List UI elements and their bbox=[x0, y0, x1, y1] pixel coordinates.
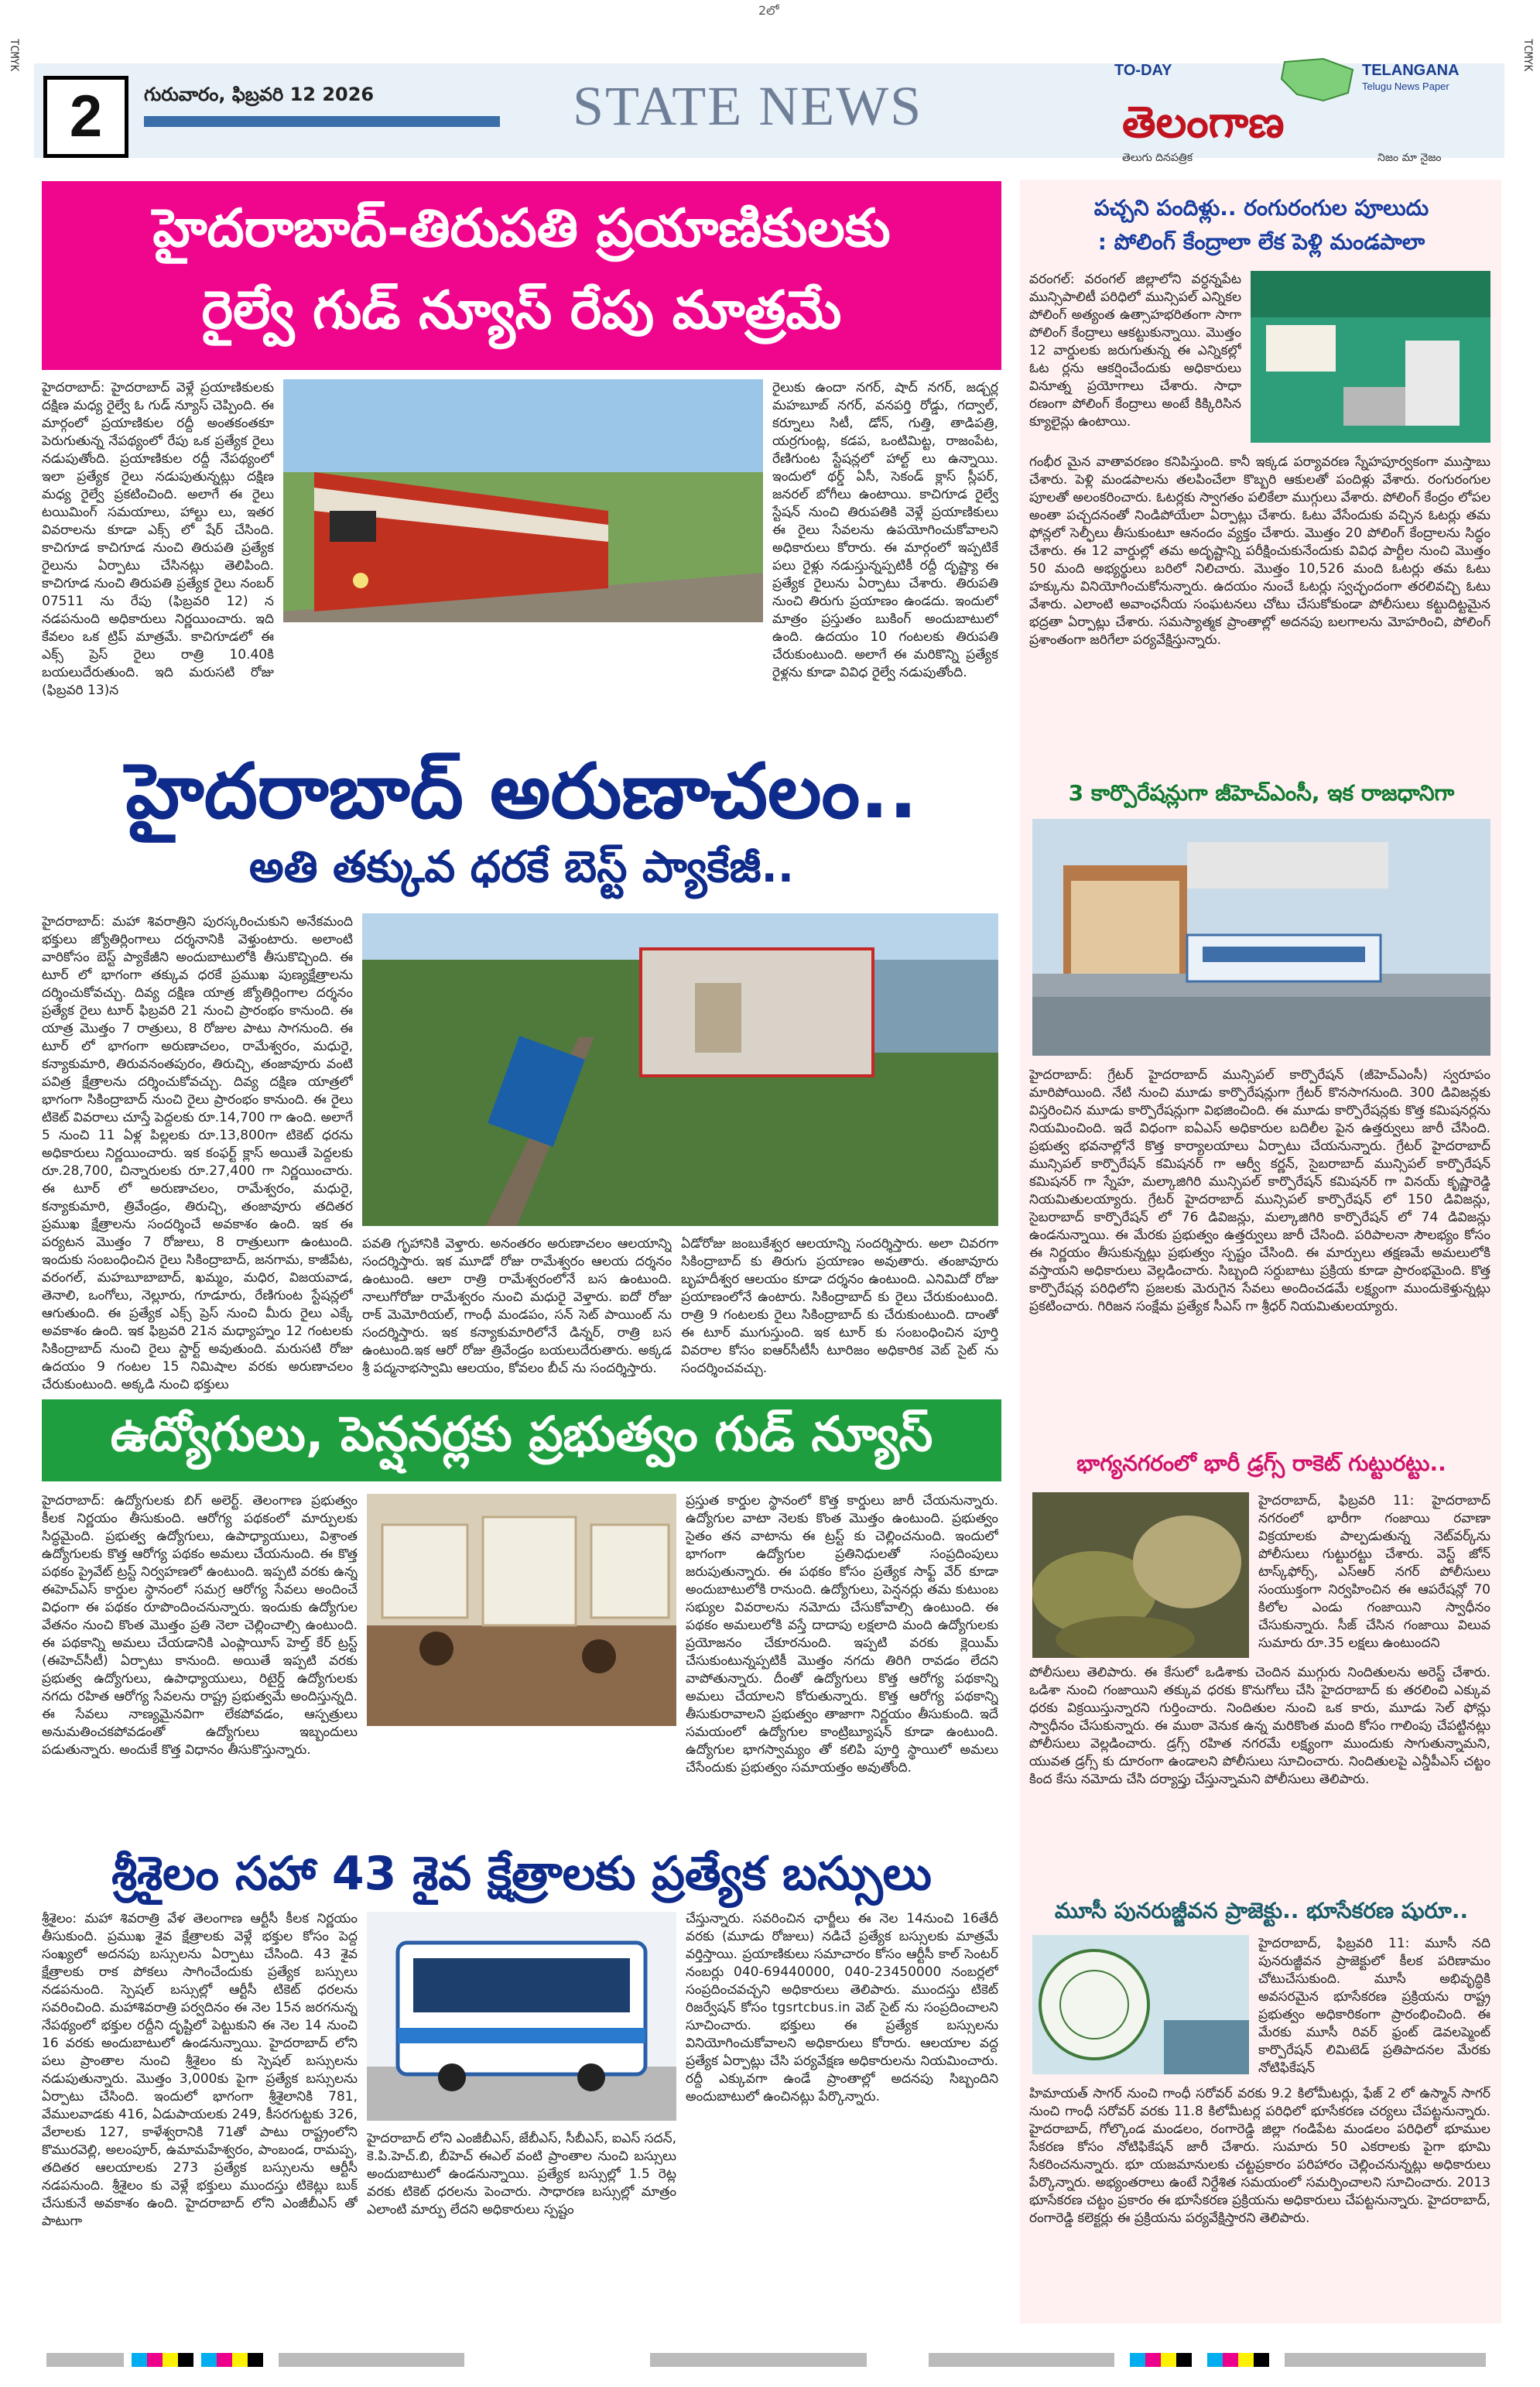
right-story-a-text1: వరంగల్: వరంగల్ జిల్లాలోని వర్ధన్నపేట మున్సిపాలిటీ పరిధిలో మున్సిపల్ ఎన్నికల పోలింగ్ అత్యంత ఉత్సాహభరితంగా సాగా పోలింగ్ కేంద్రాలు ఆకట్టుకున్నాయి. మొత్తం 12 వార్డులకు జరుగుతున్న ఈ ఎన్నికల్లో ఓట ర్లను ఆకర్షించేందుకు అధికారులు వినూత్న ప్రయోగాలు చేశారు. సాధా రణంగా పోలింగ్ కేంద్రాలు అంటే కిక్కిరిసిన క్యూలైన్లు ఉంటాయి. bbox=[1029, 272, 1241, 430]
story2-column3: ఏడోరోజు జంబుకేశ్వర ఆలయాన్ని సందర్శిస్తారు. అలా చివరగా సికింద్రాబాద్ కు తిరుగు ప్రయాణం అవుతారు. తంజావూరు బృహదీశ్వర ఆలయం కూడా దర్శనం ఉంటుంది. ఎనిమిదో రోజు ప్రయాణంలోనే ఉంటారు. సికింద్రాబాద్ కు రైలు చేరుకుంటుంది. రాత్రి 9 గంటలకు రైలు సికింద్రాబాద్ కు చేరుకుంటుంది. దాంతో ఈ టూర్ ముగుస్తుంది. ఇక టూర్ కు సంబంధించిన పూర్తి వివరాల కోసం ఐఆర్‌సీటీసీ టూరిజం అధికారిక వెబ్ సైట్ ను సందర్శించవచ్చు. bbox=[681, 1236, 998, 1376]
right-story-c-text2: పోలీసులు తెలిపారు. ఈ కేసులో ఒడిశాకు చెందిన ముగ్గురు నిందితులను అరెస్ట్ చేశారు. ఒడిశా నుంచి గంజాయిని తక్కువ ధరకు కొనుగోలు చేసి హైదరాబాద్ కు తరలించి ఎక్కువ ధరకు విక్రయిస్తున్నారని గుర్తించారు. నిందితుల నుంచి ఒక కారు, మూడు సెల్ ఫోన్లు స్వాధీనం చేసుకున్నారు. ఈ ముఠా వెనుక ఉన్న మరికొంత మంది కోసం గాలింపు చేపట్టినట్లు పోలీసులు వెల్లడించారు. డ్రగ్స్ రహిత నగరమే లక్ష్యంగా ముందుకు సాగుతున్నామని, యువత డ్రగ్స్ కు దూరంగా ఉండాలని పోలీసులు సూచించారు. నిందితులపై ఎన్డీపీఎస్ చట్టం కింద కేసు నమోదు చేసి దర్యాప్తు చేస్తున్నామని పోలీసులు తెలిపారు. bbox=[1029, 1665, 1490, 1787]
story1-headline-line1: హైదరాబాద్-తిరుపతి ప్రయాణికులకు bbox=[152, 198, 891, 259]
page-top-label: 2లో bbox=[758, 3, 779, 18]
logo-today: TO-DAY bbox=[1114, 62, 1172, 79]
story3-office-photo bbox=[367, 1494, 676, 1726]
right-story-b-headline: 3 కార్పొరేషన్లుగా జీహెచ్ఎంసీ, ఇక రాజధానిగా bbox=[1068, 780, 1455, 806]
date-underline bbox=[144, 116, 500, 127]
story1-column2: రైలుకు ఉందా నగర్, షాద్ నగర్, జడ్చర్ల మహబూబ్ నగర్, వనపర్తి రోడ్డు, గద్వాల్, కర్నూలు సిటీ, డోన్, గుత్తి, తాడిపత్రి, యర్రగుంట్ల, కడప, ఒంటిమిట్ట, రాజంపేట, రేణిగుంట స్టేషన్లలో హాల్ట్ లు ఉన్నాయి. ఇందులో థర్డ్ ఏసీ, సెకండ్ క్లాస్ స్లీపర్, జనరల్ బోగీలు ఉంటాయి. కాచిగూడ రైల్వే స్టేషన్ నుంచి తిరుపతికి వెళ్లే ప్రయాణికులు ఈ రైలు సేవలను ఉపయోగించుకోవాలని అధికారులు కోరారు. ఈ మార్గంలో ఇప్పటికే పలు రైళ్లు నడుస్తున్నప్పటికీ రద్దీ దృష్ట్యా ఈ ప్రత్యేక రైలును ఏర్పాటు చేశారు. తిరుపతి నుంచి తిరుగు ప్రయాణం ఉండదు. ఇందులో మాత్రం ప్రస్తుతం బుకింగ్ అందుబాటులో ఉంది. ఉదయం 10 గంటలకు తిరుపతి చేరుకుంటుంది. అలాగే ఈ మరికొన్ని ప్రత్యేక రైళ్లను కూడా వివిధ రైల్వే నడుపుతోంది. bbox=[772, 380, 998, 680]
logo-name: తెలంగాణ bbox=[1122, 98, 1285, 148]
story1-headline-line2: రైల్వే గుడ్ న్యూస్ రేపు మాత్రమే bbox=[201, 280, 842, 341]
color-bar-right bbox=[929, 2353, 1501, 2367]
story2-arunachalam-photo bbox=[362, 913, 998, 1226]
story2-column2: పవతి గృహానికి వెళ్తారు. అనంతరం అరుణాచలం ఆలయాన్ని సందర్శిస్తారు. ఇక మూడో రోజు రామేశ్వరం ఆలయ దర్శనం ఉంటుంది. ఆలా రాత్రి రామేశ్వరంలోనే బస ఉంటుంది. నాలుగోరోజు రామేశ్వరం నుంచి మధురై వెళ్తారు. ఐదో రోజు రాక్ మెమోరియల్, గాంధీ మండపం, సన్ సెట్ పాయింట్ ను సందర్శిస్తారు. ఇక కన్యాకుమారిలోనే డిన్నర్, రాత్రి బస ఉంటుంది.ఇక ఆరో రోజు త్రివేండ్రం బయలుదేరుతారు. అక్కడ శ్రీ పద్మనాభస్వామి ఆలయం, కోవలం బీచ్ ను సందర్శిస్తారు. bbox=[362, 1236, 672, 1376]
right-story-a-headline2: : పోలింగ్ కేంద్రాలా లేక పెళ్లి మండపాలా bbox=[1097, 229, 1425, 255]
story4-bus-photo bbox=[367, 1912, 676, 2121]
story3-headline: ఉద్యోగులు, పెన్షనర్లకు ప్రభుత్వం గుడ్ న్యూస్ bbox=[110, 1406, 933, 1462]
story2-headline-line2: అతి తక్కువ ధరకే బెస్ట్ ప్యాకేజీ.. bbox=[248, 842, 795, 892]
story4-column1: శ్రీశైలం: మహా శివరాత్రి వేళ తెలంగాణ ఆర్టీసీ కీలక నిర్ణయం తీసుకుంది. ప్రముఖ శైవ క్షేత్రాలకు వెళ్లే భక్తుల కోసం పెద్ద సంఖ్యలో అదనపు బస్సులను ఏర్పాటు చేసింది. 43 శైవ క్షేత్రాలకు రాక పోకలు సాగించేందుకు ప్రత్యేక బస్సులు నడపనుంది. స్పెషల్ బస్సుల్లో ఆర్టీసీ టికెట్ ధరలను సవరించింది. మహాశివరాత్రి పర్వదినం ఈ నెల 15న జరగనున్న నేపథ్యంలో భక్తుల రద్దీని దృష్టిలో పెట్టుకుని ఈ నెల 14 నుంచి 16 వరకు అందుబాటులో ఉండనున్నాయి. హైదరాబాద్ లోని పలు ప్రాంతాల నుంచి శ్రీశైలం కు స్పెషల్ బస్సులను నడుపుతున్నారు. మొత్తం 3,000కు పైగా ప్రత్యేక బస్సులను ఏర్పాటు చేసింది. ఇందులో భాగంగా శ్రీశైలానికి 781, వేములవాడకు 416, ఏడుపాయలకు 249, కీసరగుట్టకు 326, వేలాలకు 127, కాళేశ్వరానికి 71తో పాటు రాష్ట్రంలోని కొమురవెల్లి, అలంపూర్, ఉమామహేశ్వరం, పాంబండ, రామప్ప, తదితర ఆలయాలకు 273 ప్రత్యేక బస్సులను ఆర్టీసీ నడపనుంది. శ్రీశైలం కు వెళ్లే భక్తులు ముందస్తు టికెట్లు బుక్ చేసుకునే అవకాశం ఉంది. హైదరాబాద్ లోని ఎంజీబీఎస్ తో పాటుగా bbox=[42, 1911, 358, 2229]
right-story-d-headline: మూసీ పునరుజ్జీవన ప్రాజెక్టు.. భూసేకరణ షురూ.. bbox=[1054, 1898, 1469, 1923]
logo-state: TELANGANA bbox=[1362, 62, 1460, 79]
right-story-a-photo bbox=[1251, 271, 1490, 443]
right-story-d-text1: హైదరాబాద్, ఫిబ్రవరి 11: మూసీ నది పునరుజ్జీవన ప్రాజెక్టులో కీలక పరిణామం చోటుచేసుకుంది. మూసీ అభివృద్ధికి అవసరమైన భూసేకరణ ప్రక్రియను రాష్ట్ర ప్రభుత్వం అధికారికంగా ప్రారంభించింది. ఈ మేరకు మూసీ రివర్ ఫ్రంట్ డెవలప్మెంట్ కార్పొరేషన్ లిమిటెడ్ ప్రతిపాదనల మేరకు నోటిఫికేషన్ bbox=[1258, 1936, 1490, 2076]
registration-mark-left: TCMYK bbox=[8, 39, 20, 72]
section-title: STATE NEWS bbox=[573, 75, 923, 137]
story3-column2: ప్రస్తుత కార్డుల స్థానంలో కొత్త కార్డులు జారీ చేయనున్నారు. ఉద్యోగుల వాటా నెలకు కొంత మొత్తం ఉంటుంది. ప్రభుత్వం సైతం తన వాటాను ఈ ట్రస్ట్ కు చెల్లించనుంది. ఇందులో భాగంగా ఉద్యోగుల ప్రతినిధులతో సంప్రదింపులు జరుపుతున్నారు. ఈ పథకం కోసం ప్రత్యేక సాఫ్ట్ వేర్ కూడా అందుబాటులోకి రానుంది. ఉద్యోగులు, పెన్షనర్లు తమ కుటుంబ సభ్యుల వివరాలను నమోదు చేసుకోవాల్సి ఉంటుంది. ఈ పథకం అమలులోకి వస్తే దాదాపు లక్షలాది మంది ఉద్యోగులకు ప్రయోజనం చేకూరనుంది. ఇప్పటి వరకు క్లెయిమ్ చేసుకుంటున్నప్పటికీ మొత్తం నగదు తిరిగి రావడం లేదని వాపోతున్నారు. దీంతో ఉద్యోగులు కొత్త ఆరోగ్య పథకాన్ని అమలు చేయాలని కోరుతున్నారు. కొత్త ఆరోగ్య పథకాన్ని తీసుకురావాలని ప్రభుత్వం తాజాగా నిర్ణయం తీసుకుంది. ఇదే సమయంలో ఉద్యోగుల కాంట్రిబ్యూషన్ కూడా ఉంటుంది. ఉద్యోగుల భాగస్వామ్యం తో కలిపి పూర్తి స్థాయిలో అమలు చేసేందుకు ప్రభుత్వం సమాయత్తం అవుతోంది. bbox=[686, 1493, 998, 1776]
registration-mark-right: TCMYK bbox=[1521, 39, 1534, 72]
right-story-c-headline: భాగ్యనగరంలో భారీ డ్రగ్స్ రాకెట్ గుట్టురట్టు.. bbox=[1076, 1450, 1446, 1476]
right-story-d-seal-photo bbox=[1032, 1935, 1249, 2074]
story4-column2: హైదరాబాద్ లోని ఎంజీబీఎస్, జేబీఎస్, సీబీఎస్, ఐఎస్ సదన్, కె.పి.హెచ్.బి, బీహెచ్ ఈఎల్ వంటి ప్రాంతాల నుంచి బస్సులు అందుబాటులో ఉండనున్నాయి. ప్రత్యేక బస్సుల్లో 1.5 రెట్ల వరకు టికెట్ ధరలను పెంచారు. సాధారణ బస్సుల్లో మాత్రం ఎలాంటి మార్పు లేదని అధికారులు స్పష్టం bbox=[367, 2131, 676, 2217]
right-story-c-drugs-photo bbox=[1032, 1492, 1249, 1658]
right-story-d-text2: హిమాయత్ సాగర్ నుంచి గాంధీ సరోవర్ వరకు 9.2 కిలోమీటర్లు, ఫేజ్ 2 లో ఉస్మాన్ సాగర్ నుంచి గాంధీ సరోవర్ వరకు 11.8 కిలోమీటర్ల పరిధిలో భూసేకరణ చర్యలు చేపట్టనున్నారు. హైదరాబాద్, గోల్కొండ మండలం, రంగారెడ్డి జిల్లా గండిపేట మండలం పరిధిలో భూముల సేకరణ కోసం నోటిఫికేషన్ జారీ చేశారు. సుమారు 50 ఎకరాలకు పైగా భూమి సేకరించనున్నారు. భూ యజమానులకు చట్టప్రకారం పరిహారం చెల్లించనున్నట్లు అధికారులు పేర్కొన్నారు. అభ్యంతరాలు ఉంటే నిర్దేశిత సమయంలో సమర్పించాలని సూచించారు. 2013 భూసేకరణ చట్టం ప్రకారం ఈ భూసేకరణ ప్రక్రియను అధికారులు చేపట్టనున్నారు. హైదరాబాద్, రంగారెడ్డి కలెక్టర్లు ఈ ప్రక్రియను పర్యవేక్షిస్తారని తెలిపారు. bbox=[1029, 2086, 1490, 2226]
right-story-b-metro-photo bbox=[1032, 819, 1490, 1056]
color-bar-center bbox=[650, 2353, 867, 2367]
right-story-a-headline1: పచ్చని పందిళ్లు.. రంగురంగుల పూలుదు bbox=[1093, 195, 1429, 221]
logo-tagline-right: నిజం మా నైజం bbox=[1377, 152, 1442, 164]
logo-tagline-left: తెలుగు దినపత్రిక bbox=[1122, 152, 1193, 164]
story3-column1: హైదరాబాద్: ఉద్యోగులకు బిగ్ అలెర్ట్. తెలంగాణ ప్రభుత్వం కీలక నిర్ణయం తీసుకుంది. ఆరోగ్య పథకంలో మార్పులకు సిద్ధమైంది. ప్రభుత్వ ఉద్యోగులు, ఉపాధ్యాయులు, విశ్రాంత ఉద్యోగులకు కొత్త ఆరోగ్య పథకం అమలు చేయనుంది. ఈ కొత్త పథకం ప్రైవేట్ ట్రస్ట్ నిర్వహణలో ఉంటుంది. ఇప్పటి వరకు ఉన్న ఈహెచ్ఎస్ కార్డుల స్థానంలో సమగ్ర ఆరోగ్య సేవలు అందించే విధంగా ఈ పథకం రూపొందించనున్నారు. ఇందుకు ఉద్యోగుల వేతనం నుంచి కొంత మొత్తం ప్రతి నెలా చెల్లించాల్సి ఉంటుంది. ఈ పథకాన్ని అమలు చేయడానికి ఎంప్లాయీస్ హెల్త్ కేర్ ట్రస్ట్ (ఈహెచ్‌సీటీ) ఏర్పాటు కానుంది. అయితే ఇప్పటి వరకు ప్రభుత్వ ఉద్యోగులు, ఉపాధ్యాయులు, రిటైర్డ్ ఉద్యోగులకు నగదు రహిత ఆరోగ్య సేవలను రాష్ట్ర ప్రభుత్వమే అందిస్తున్నది. ఈ సేవలు నాణ్యమైనవిగా లేకపోవడం, ఆస్పత్రులు అనుమతించకపోవడంతో ఉద్యోగులు ఇబ్బందులు పడుతున్నారు. అందుకే కొత్త విధానం తీసుకొస్తున్నారు. bbox=[42, 1493, 358, 1758]
right-story-a-text2: గంభీర మైన వాతావరణం కనిపిస్తుంది. కానీ ఇక్కడ పర్యావరణ స్నేహపూర్వకంగా ముస్తాబు చేశారు. పెళ్లి మండపాలను తలపించేలా కొబ్బరి ఆకులతో పందిళ్లు వేశారు. రంగురంగుల పూలతో అలంకరించారు. ఓటర్లకు స్వాగతం పలికేలా ముగ్గులు వేశారు. పోలింగ్ కేంద్రం లోపల అంతా పచ్చదనంతో నిండిపోయేలా ఏర్పాట్లు చేశారు. ఓటు వేసేందుకు వచ్చిన ఓటర్లు తమ ఫోన్లలో సెల్ఫీలు తీసుకుంటూ ఆనందం వ్యక్తం చేశారు. మొత్తం 20 పోలింగ్ కేంద్రాలను సిద్ధం చేశారు. ఈ 12 వార్డుల్లో తమ అదృష్టాన్ని పరీక్షించుకునేందుకు వివిధ పార్టీల నుంచి మొత్తం 50 మంది అభ్యర్థులు బరిలో నిలిచారు. మొత్తం 10,526 మంది ఓటర్లు తమ ఓటు హక్కును వినియోగించుకోనున్నారు. ఉదయం నుంచే ఓటర్లు స్వచ్ఛందంగా తరలివచ్చి ఓటు వేశారు. ఎలాంటి అవాంఛనీయ సంఘటనలు చోటు చేసుకోకుండా పోలీసులు కట్టుదిట్టమైన భద్రతా ఏర్పాట్లు చేశారు. సమస్యాత్మక ప్రాంతాల్లో అదనపు బలగాలను మోహరించి, పోలింగ్ ప్రశాంతంగా జరిగేలా పర్యవేక్షిస్తున్నారు. bbox=[1029, 454, 1490, 648]
story1-column1: హైదరాబాద్: హైదరాబాద్ వెళ్లే ప్రయాణికులకు దక్షిణ మధ్య రైల్వే ఓ గుడ్ న్యూస్ చెప్పింది. ఈ మార్గంలో ప్రయాణికుల రద్దీ అంతకంతకూ పెరుగుతున్న నేపథ్యంలో రేపు ఒక ప్రత్యేక రైలు నడుపుతోంది. ప్రయాణికుల రద్దీ నేపథ్యంలో ఇలా ప్రత్యేక రైలు నడుపుతున్నట్లు దక్షిణ మధ్య రైల్వే ప్రకటించింది. అలాగే ఈ రైలు టయిమింగ్ సమయాలు, హాల్టు లు, ఇతర వివరాలను కూడా ఎక్స్ లో షేర్ చేసింది. కాచిగూడ కాచిగూడ నుంచి తిరుపతి ప్రత్యేక రైలును ఏర్పాటు చేసినట్లు తెలిపింది. కాచిగూడ నుంచి తిరుపతి ప్రత్యేక రైలు నంబర్ 07511 ను రేపు (ఫిబ్రవరి 12) న నడపనుంది అధికారులు నిర్ణయించారు. ఇది కేవలం ఒక ట్రిప్ మాత్రమే. కాచిగూడలో ఈ ఎక్స్ ప్రెస్ రైలు రాత్రి 10.40కి బయలుదేరుతుంది. ఇది మరుసటి రోజు (ఫిబ్రవరి 13)న bbox=[42, 380, 274, 698]
story2-column1: హైదరాబాద్: మహా శివరాత్రిని పురస్కరించుకుని అనేకమంది భక్తులు జ్యోతిర్లింగాలు దర్శనానికి వెళ్తుంటారు. అలాంటి వారికోసం బెస్ట్ ప్యాకేజీని అందుబాటులోకి తీసుకొచ్చింది. ఈ టూర్ లో భాగంగా తక్కువ ధరకే ప్రముఖ పుణ్యక్షేత్రాలను దర్శించుకోవచ్చు. దివ్య దక్షిణ యాత్ర జ్యోతిర్లింగాల దర్శనం ప్రత్యేక రైలు టూర్ ఫిబ్రవరి 21 నుంచి ప్రారంభం కానుంది. ఈ యాత్ర మొత్తం 7 రాత్రులు, 8 రోజుల పాటు సాగనుంది. ఈ టూర్ లో భాగంగా అరుణాచలం, రామేశ్వరం, మధురై, కన్యాకుమారి, తిరువనంతపురం, తిరుచ్చి, తంజావూరు వంటి పవిత్ర క్షేత్రాలను దర్శించుకోవచ్చు. దివ్య దక్షిణ యాత్రలో భాగంగా సికింద్రాబాద్ నుంచి రైలు ప్రారంభం కానుంది. ఈ రైలు టికెట్ వివరాలు చూస్తే పెద్దలకు రూ.14,700 గా ఉంది. అలాగే 5 నుంచి 11 ఏళ్ల పిల్లలకు రూ.13,800గా టికెట్ ధరను అధికారులు నిర్ణయించారు. ఇక కంఫర్ట్ క్లాస్ అయితే పెద్దలకు రూ.28,700, చిన్నారులకు రూ.27,400 గా నిర్ణయించారు. ఈ టూర్ లో అరుణాచలం, రామేశ్వరం, మధురై, కన్యాకుమారి, త్రివేండ్రం, తిరుచ్చి, తంజావూరు తదితర ప్రముఖ క్షేత్రాలను సందర్శించే అవకాశం ఉంది. ఇక ఈ పర్యటన మొత్తం 7 రోజులు, 8 రాత్రులుగా ఉంటుంది. ఇందుకు సంబంధించిన రైలు సికింద్రాబాద్, జనగామ, కాజీపేట, వరంగల్, మహబూబాబాద్, ఖమ్మం, మధిర, విజయవాడ, తెనాలి, ఒంగోలు, నెల్లూరు, గూడూరు, రేణిగుంట స్టేషన్లలో ఆగుతుంది. ఈ ప్రత్యేక ఎక్స్ ప్రెస్ నుంచి మీరు రైలు ఎక్కే అవకాశం ఉంది. ఇక ఫిబ్రవరి 21న మధ్యాహ్నం 12 గంటలకు సికింద్రాబాద్ నుంచి రైలు స్టార్ట్ అవుతుంది. మరుసటి రోజు ఉదయం 9 గంటల 15 నిమిషాల వరకు అరుణాచలం చేరుకుంటుంది. అక్కడి నుంచి భక్తులు bbox=[42, 914, 353, 1392]
story1-train-photo bbox=[283, 379, 763, 622]
story2-headline-line1: హైదరాబాద్ అరుణాచలం.. bbox=[125, 748, 918, 836]
story4-column3: చేస్తున్నారు. సవరించిన ఛార్జీలు ఈ నెల 14నుంచి 16తేదీ వరకు (మూడు రోజులు) నడిచే ప్రత్యేక బస్సులకు మాత్రమే వర్తిస్తాయి. ప్రయాణికులు సమాచారం కోసం ఆర్టీసీ కాల్ సెంటర్ నంబర్లు 040-69440000, 040-23450000 నంబర్లలో సంప్రదించవచ్చని అధికారులు తెలిపారు. ముందస్తు టికెట్ రిజర్వేషన్ కోసం tgsrtcbus.in వెబ్ సైట్ ను సంప్రదించాలని సూచించారు. భక్తులు ఈ ప్రత్యేక బస్సులను వినియోగించుకోవాలని అధికారులు కోరారు. ఆలయాల వద్ద ప్రత్యేక ఏర్పాట్లు చేసి పర్యవేక్షణ అధికారులను నియమించారు. రద్దీ ఎక్కువగా ఉండే ప్రాంతాల్లో అదనపు సిబ్బందిని అందుబాటులో ఉంచినట్లు పేర్కొన్నారు. bbox=[686, 1911, 998, 2104]
page-number: 2 bbox=[43, 76, 128, 158]
right-story-b-text: హైదరాబాద్: గ్రేటర్ హైదరాబాద్ మున్సిపల్ కార్పొరేషన్ (జీహెచ్ఎంసీ) స్వరూపం మారిపోయింది. నేటి నుంచి మూడు కార్పొరేషన్లుగా గ్రేటర్ కొనసాగనుంది. 300 డివిజన్లకు విస్తరించిన మూడు కార్పొరేషన్లుగా విభజించింది. ఈ మూడు కార్పొరేషన్లకు కొత్త కమిషనర్లను నియమించింది. ఇదే విధంగా ఐఏఎస్ అధికారుల బదిలీల పైన ఉత్తర్వులు జారీ చేసింది. ప్రభుత్వ భవనాల్లోనే కొత్త కార్యాలయాలు ఏర్పాటు చేయనున్నారు. గ్రేటర్ హైదరాబాద్ మున్సిపల్ కార్పొరేషన్ కమిషనర్ గా ఆర్వీ కర్ణన్, సైబరాబాద్ మున్సిపల్ కార్పొరేషన్ కమిషనర్ గా స్నేహ, మల్కాజిగిరి మున్సిపల్ కార్పొరేషన్ కమిషనర్ గా వినయ్ కృష్ణారెడ్డి నియమితులయ్యారు. గ్రేటర్ హైదరాబాద్ మున్సిపల్ కార్పొరేషన్ లో 150 డివిజన్లు, సైబరాబాద్ కార్పొరేషన్ లో 76 డివిజన్లు, మల్కాజిగిరి కార్పొరేషన్ లో 74 డివిజన్లు ఉండనున్నాయి. ఈ మేరకు ప్రభుత్వం ఉత్తర్వులు జారీ చేసింది. పరిపాలనా సౌలభ్యం కోసం ఈ నిర్ణయం తీసుకున్నట్లు ప్రభుత్వం స్పష్టం చేసింది. ఈ మార్పులు తక్షణమే అమలులోకి వస్తాయని అధికారులు వెల్లడించారు. సిబ్బంది సర్దుబాటు ప్రక్రియ కూడా ప్రారంభమైంది. కొత్త కార్పొరేషన్ల పరిధిలోని ప్రజలకు మెరుగైన సేవలు అందించడమే లక్ష్యంగా ముందుకెళ్తున్నట్లు ప్రకటించారు. గిరిజన సంక్షేమ ప్రత్యేక సీఎస్ గా శ్రీధర్ నియమితులయ్యారు. bbox=[1029, 1067, 1490, 1314]
logo-subtitle: Telugu News Paper bbox=[1362, 80, 1449, 92]
right-story-c-text1: హైదరాబాద్, ఫిబ్రవరి 11: హైదరాబాద్ నగరంలో భారీగా గంజాయి రవాణా విక్రయాలకు పాల్పడుతున్న నెట్‌వర్క్‌ను పోలీసులు గుట్టురట్టు చేశారు. వెస్ట్ జోన్ టాస్క్‌ఫోర్స్, ఎస్ఆర్ నగర్ పోలీసులు సంయుక్తంగా నిర్వహించిన ఈ ఆపరేషన్లో 70 కిలోల ఎండు గంజాయిని స్వాధీనం చేసుకున్నారు. సీజ్ చేసిన గంజాయి విలువ సుమారు రూ.35 లక్షలు ఉంటుందని bbox=[1258, 1493, 1490, 1651]
issue-date: గురువారం, ఫిబ్రవరి 12 2026 bbox=[144, 84, 375, 105]
story4-headline: శ్రీశైలం సహా 43 శైవ క్షేత్రాలకు ప్రత్యేక బస్సులు bbox=[111, 1847, 932, 1901]
color-bar-left bbox=[46, 2353, 480, 2367]
